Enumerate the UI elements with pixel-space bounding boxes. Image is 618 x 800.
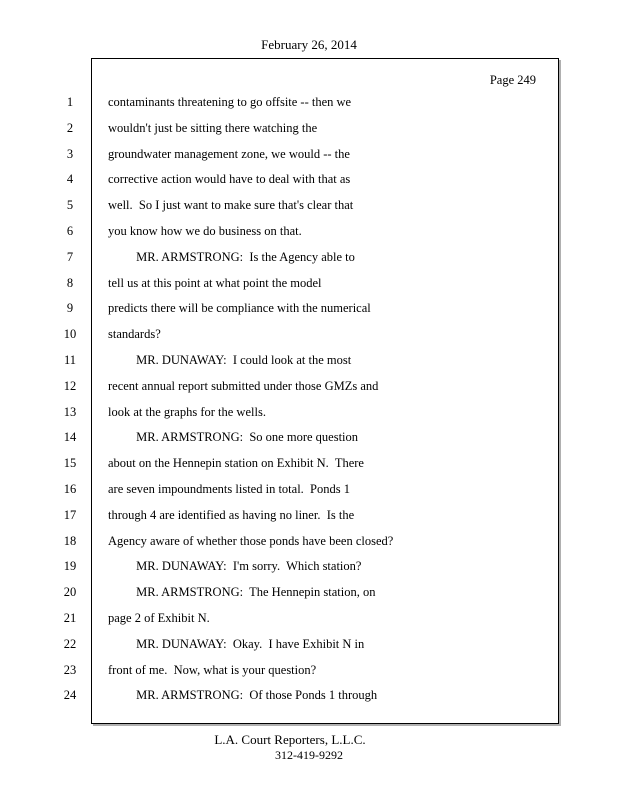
line-number: 3: [66, 146, 74, 161]
transcript-line-text: look at the graphs for the wells.: [108, 404, 266, 419]
transcript-line-text: through 4 are identified as having no liner. Is the: [108, 507, 355, 522]
transcript-line-text: MR. DUNAWAY: I could look at the most: [108, 353, 352, 367]
line-number: 12: [63, 378, 77, 393]
transcript-line-text: predicts there will be compliance with the numerical: [108, 301, 371, 316]
line-number: 23: [63, 662, 77, 677]
line-number: 15: [63, 456, 77, 471]
transcript-line-text: are seven impoundments listed in total. Ponds 1: [108, 482, 350, 496]
line-number: 16: [63, 482, 77, 496]
transcript-line-text: MR. ARMSTRONG: Of those Ponds 1 through: [108, 688, 378, 703]
page-number-label: Page 249: [489, 73, 536, 87]
line-number: 2: [66, 120, 74, 135]
transcript-line-text: corrective action would have to deal with that as: [108, 172, 351, 187]
line-number: 20: [63, 585, 77, 600]
transcript-line-text: MR. DUNAWAY: Okay. I have Exhibit N in: [108, 636, 365, 651]
transcript-line-text: Agency aware of whether those ponds have been closed?: [108, 533, 394, 548]
page-date-header: February 26, 2014: [261, 37, 357, 52]
transcript-line-text: recent annual report submitted under those GMZs and: [108, 378, 379, 393]
line-number: 11: [63, 353, 77, 367]
transcript-line-text: page 2 of Exhibit N.: [108, 611, 210, 625]
line-number: 17: [63, 507, 77, 522]
transcript-line-text: about on the Hennepin station on Exhibit N. There: [108, 456, 364, 471]
line-number: 10: [63, 327, 77, 342]
transcript-line-text: MR. ARMSTRONG: So one more question: [108, 430, 359, 445]
transcript-line-text: MR. DUNAWAY: I'm sorry. Which station?: [108, 559, 362, 574]
transcript-line-text: groundwater management zone, we would -- the: [108, 146, 350, 161]
line-number: 18: [63, 533, 77, 548]
line-number: 14: [63, 430, 77, 445]
line-number: 6: [66, 224, 74, 238]
transcript-line-text: well. So I just want to make sure that's clear that: [108, 198, 354, 213]
line-number: 24: [63, 688, 77, 703]
line-number: 9: [66, 301, 74, 316]
line-number: 7: [66, 249, 74, 264]
line-number: 4: [66, 172, 74, 187]
transcript-line-text: standards?: [108, 327, 161, 342]
transcript-line-text: wouldn't just be sitting there watching the: [108, 120, 318, 135]
line-number: 22: [63, 636, 77, 651]
line-number: 8: [66, 275, 74, 290]
transcript-line-text: MR. ARMSTRONG: Is the Agency able to: [108, 249, 355, 264]
transcript-line-text: contaminants threatening to go offsite -- then we: [108, 95, 352, 109]
transcript-line-text: you know how we do business on that.: [108, 224, 302, 238]
line-number: 19: [63, 559, 77, 574]
line-number: 1: [66, 95, 74, 109]
line-number: 21: [63, 611, 77, 625]
transcript-line-text: front of me. Now, what is your question?: [108, 662, 317, 677]
transcript-line-text: MR. ARMSTRONG: The Hennepin station, on: [108, 585, 376, 600]
line-number: 13: [63, 404, 77, 419]
footer-company-name: L.A. Court Reporters, L.L.C.: [214, 732, 366, 747]
footer-phone-number: 312-419-9292: [275, 748, 343, 762]
line-number: 5: [66, 198, 74, 213]
transcript-line-text: tell us at this point at what point the model: [108, 275, 322, 290]
